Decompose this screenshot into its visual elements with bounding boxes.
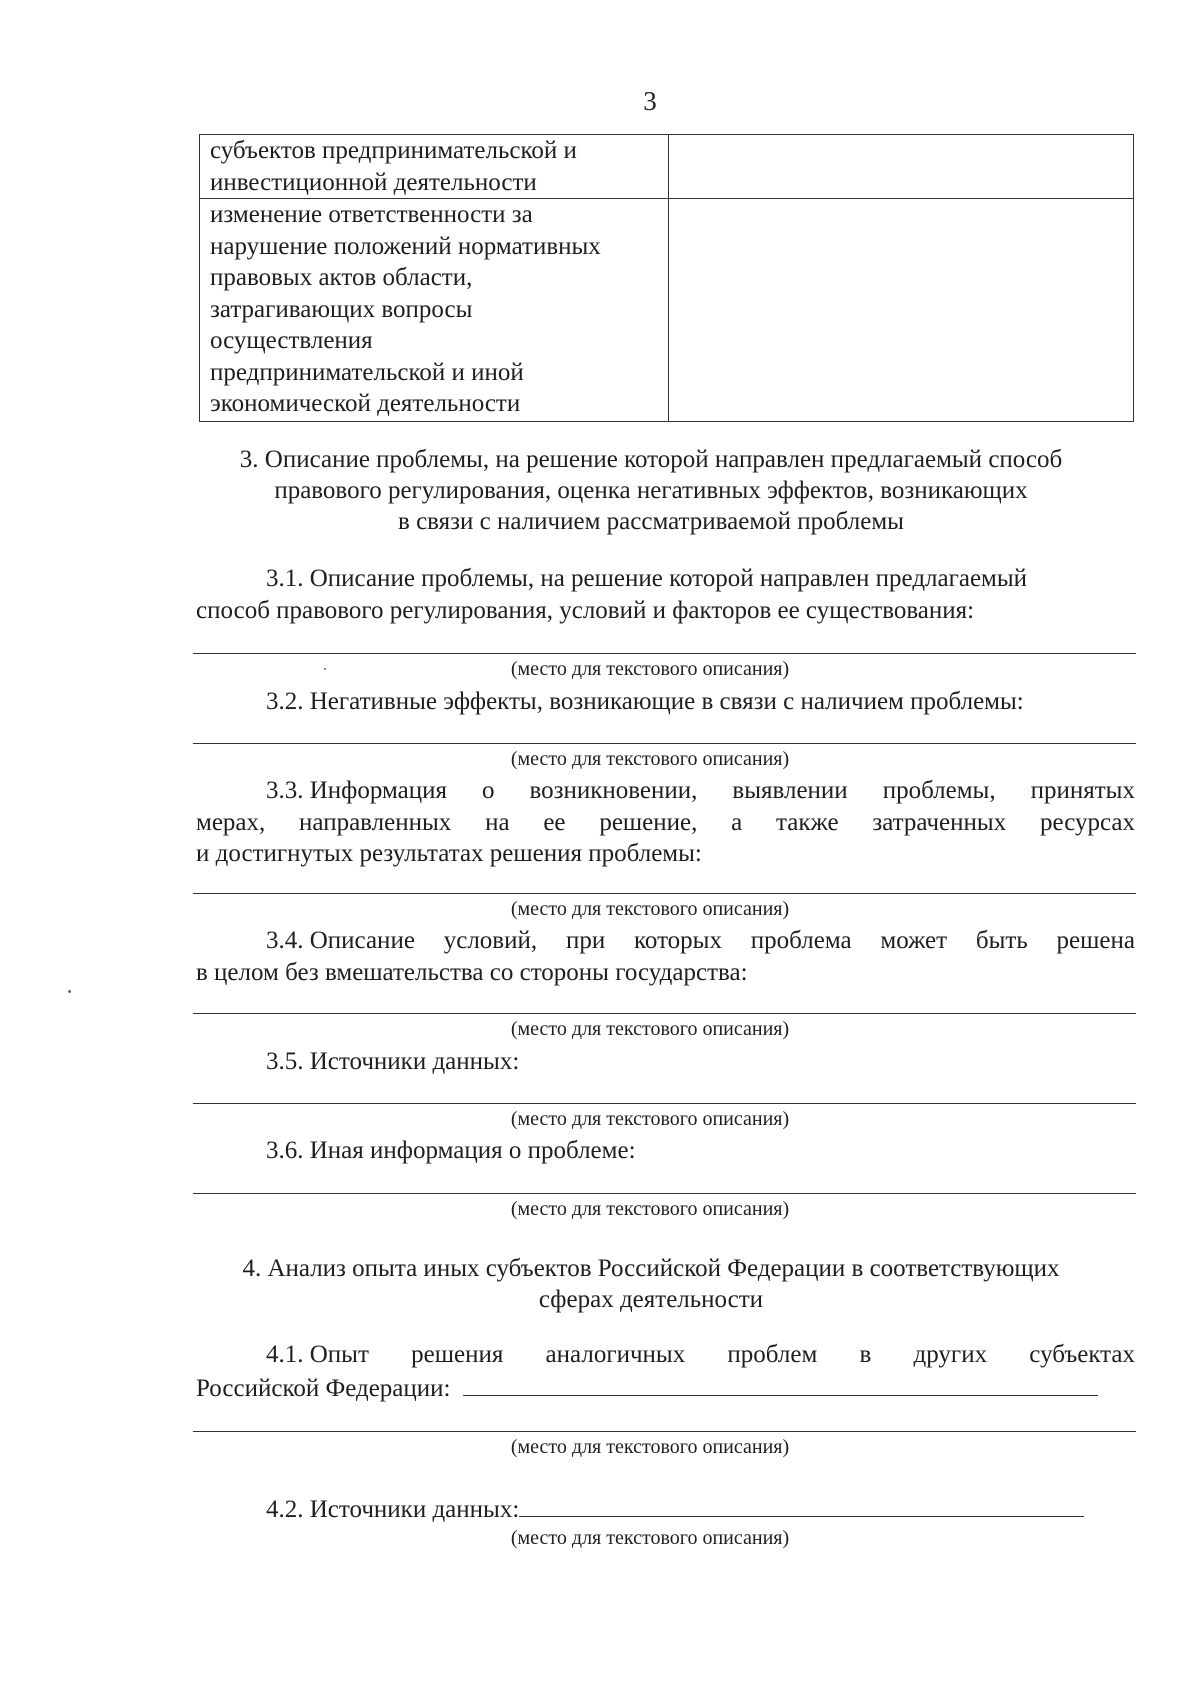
- item-line: способ правового регулирования, условий и факторов ее существования:: [196, 596, 975, 624]
- page-number: 3: [643, 86, 657, 116]
- item-line-justified: [196, 775, 1135, 807]
- inline-text-field[interactable]: [519, 1492, 1084, 1517]
- word: которых: [634, 927, 722, 954]
- text-field-line[interactable]: [193, 1431, 1136, 1432]
- word: направленных: [299, 808, 452, 836]
- cell-line: затрагивающих вопросы: [210, 295, 473, 323]
- criteria-table: [199, 134, 1134, 422]
- heading-line: 4. Анализ опыта иных субъектов Российской Федерации в соответствующих: [242, 1255, 1060, 1282]
- field-caption: (место для текстового описания): [510, 898, 790, 920]
- word: других: [913, 1341, 988, 1368]
- item-label: 4.2. Источники данных:: [266, 1496, 520, 1523]
- word: проблемы,: [882, 777, 996, 804]
- field-caption: (место для текстового описания): [510, 748, 790, 770]
- table-row: [200, 135, 1134, 199]
- cell-line: нарушение положений нормативных: [210, 232, 601, 260]
- item-3-4: [196, 925, 1135, 988]
- item-3-1: [196, 563, 1135, 626]
- field-caption: (место для текстового описания): [510, 1018, 790, 1040]
- heading-line: сферах деятельности: [538, 1286, 764, 1313]
- item-label: Российской Федерации:: [196, 1374, 451, 1402]
- scan-speck: [68, 990, 71, 993]
- item-3-5: [196, 1046, 1135, 1078]
- field-caption: (место для текстового описания): [510, 1198, 790, 1220]
- text-field-line[interactable]: [193, 653, 1136, 654]
- word: проблем: [727, 1341, 818, 1368]
- table-row: [200, 199, 1134, 422]
- item-4-2: [196, 1492, 1135, 1526]
- word: субъектах: [1029, 1341, 1135, 1368]
- heading-line: в связи с наличием рассматриваемой проблемы: [398, 508, 904, 535]
- word: может: [880, 927, 948, 954]
- section-3-heading: [150, 444, 1152, 537]
- word: также: [776, 808, 839, 836]
- word: условий,: [443, 927, 538, 954]
- item-line: 3.6. Иная информация о проблеме:: [266, 1137, 636, 1164]
- item-line: 3.5. Источники данных:: [266, 1048, 520, 1075]
- word: аналогичных: [545, 1341, 686, 1368]
- text-field-line[interactable]: [193, 1103, 1136, 1104]
- item-line: и достигнутых результатах решения проблемы:: [196, 840, 702, 867]
- field-caption: (место для текстового описания): [510, 658, 790, 680]
- scan-speck: [324, 668, 326, 670]
- item-3-2: [196, 686, 1135, 718]
- field-caption: (место для текстового описания): [510, 1527, 790, 1549]
- word: выявлении: [732, 777, 848, 804]
- cell-line: экономической деятельности: [210, 390, 521, 417]
- cell-line: изменение ответственности за: [210, 201, 533, 228]
- word: проблема: [750, 927, 852, 954]
- heading-line: 3. Описание проблемы, на решение которой направлен предлагаемый способ: [239, 446, 1063, 473]
- word: быть: [975, 927, 1028, 954]
- cell-line: субъектов предпринимательской и: [210, 137, 577, 164]
- heading-line: правового регулирования, оценка негативных эффектов, возникающих: [274, 477, 1028, 504]
- word: затраченных: [872, 808, 1007, 836]
- section-4-heading: [150, 1253, 1152, 1315]
- cell-line: правовых актов области,: [210, 264, 473, 291]
- item-line: [196, 1371, 1135, 1405]
- text-field-line[interactable]: [193, 743, 1136, 744]
- item-line-justified: [196, 925, 1135, 957]
- text-field-line[interactable]: [193, 1013, 1136, 1014]
- word: о: [482, 777, 495, 804]
- word: в: [859, 1341, 872, 1368]
- word: мерах,: [196, 808, 266, 836]
- item-line: 3.2. Негативные эффекты, возникающие в связи с наличием проблемы:: [266, 688, 1024, 715]
- word: решение,: [599, 808, 698, 836]
- word: ее: [543, 808, 566, 836]
- text-field-line[interactable]: [193, 893, 1136, 894]
- table-cell-right: [669, 199, 1134, 422]
- cell-line: осуществления: [210, 327, 373, 354]
- word: 3.4. Описание: [266, 927, 415, 954]
- word: решена: [1056, 927, 1135, 954]
- word: ресурсах: [1039, 808, 1135, 836]
- word: 3.3. Информация: [266, 777, 448, 804]
- item-line-justified: [196, 1339, 1135, 1371]
- item-3-3: [196, 775, 1135, 870]
- word: 4.1. Опыт: [266, 1341, 369, 1368]
- word: принятых: [1030, 777, 1135, 804]
- item-line: в целом без вмешательства со стороны государства:: [196, 958, 748, 986]
- word: решения: [411, 1341, 504, 1368]
- cell-line: предпринимательской и иной: [210, 358, 524, 386]
- word: а: [731, 808, 743, 836]
- cell-line: инвестиционной деятельности: [210, 168, 537, 196]
- text-field-line[interactable]: [193, 1193, 1136, 1194]
- table-cell-left: [200, 199, 669, 422]
- word: при: [565, 927, 606, 954]
- item-line: 3.1. Описание проблемы, на решение которой направлен предлагаемый: [266, 565, 1028, 592]
- field-caption: (место для текстового описания): [510, 1436, 790, 1458]
- table-cell-right: [669, 135, 1134, 199]
- item-line-justified: [196, 807, 1135, 839]
- inline-text-field[interactable]: [463, 1371, 1098, 1396]
- table-cell-left: [200, 135, 669, 199]
- item-3-6: [196, 1135, 1135, 1167]
- word: возникновении,: [529, 777, 698, 804]
- item-4-1: [196, 1339, 1135, 1404]
- item-line: [196, 1492, 1135, 1526]
- field-caption: (место для текстового описания): [510, 1108, 790, 1130]
- word: на: [485, 808, 510, 836]
